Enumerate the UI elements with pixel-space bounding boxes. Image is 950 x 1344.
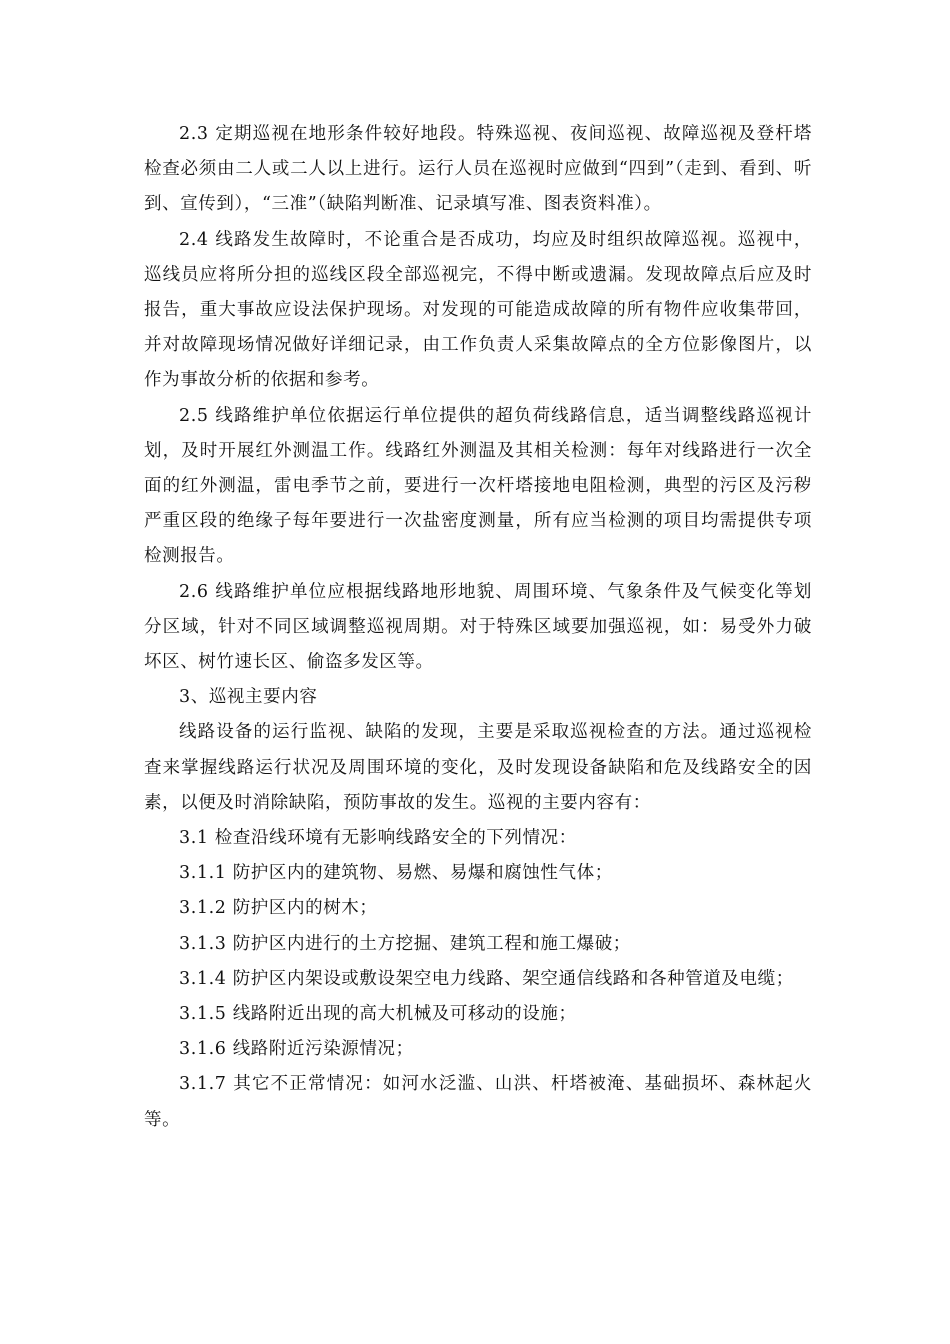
list-item-3-1-7: 3.1.7 其它不正常情况：如河水泛滥、山洪、杆塔被淹、基础损坏、森林起火等。 <box>144 1074 812 1130</box>
list-item-3-1-1: 3.1.1 防护区内的建筑物、易燃、易爆和腐蚀性气体； <box>179 863 613 884</box>
list-item-3-1-4: 3.1.4 防护区内架设或敷设架空电力线路、架空通信线路和各种管道及电缆； <box>179 968 794 989</box>
section-heading-3: 3、巡视主要内容 <box>179 687 318 708</box>
paragraph-2-6: 2.6 线路维护单位应根据线路地形地貌、周围环境、气象条件及气候变化等划分区域，针对不同区域调整巡视周期。对于特殊区域要加强巡视，如：易受外力破坏区、树竹速长区、偷盗多发区等。 <box>144 581 812 673</box>
paragraph-3-1: 3.1 检查沿线环境有无影响线路安全的下列情况： <box>179 828 577 849</box>
list-item-3-1-5: 3.1.5 线路附近出现的高大机械及可移动的设施； <box>179 1004 577 1025</box>
paragraph-2-4: 2.4 线路发生故障时，不论重合是否成功，均应及时组织故障巡视。巡视中，巡线员应将所分担的巡线区段全部巡视完，不得中断或遗漏。发现故障点后应及时报告，重大事故应设法保护现场。对发现的可能造成故障的所有物件应收集带回，并对故障现场情况做好详细记录，由工作负责人采集故障点的全方位影像图片，以作为事故分析的依据和参考。 <box>144 229 812 391</box>
paragraph-2-3: 2.3 定期巡视在地形条件较好地段。特殊巡视、夜间巡视、故障巡视及登杆塔检查必须由二人或二人以上进行。运行人员在巡视时应做到“四到”（走到、看到、听到、宣传到），“三准”（缺陷判断准、记录填写准、图表资料准）。 <box>144 124 812 215</box>
document-body <box>144 117 812 1138</box>
list-item-3-1-6: 3.1.6 线路附近污染源情况； <box>179 1039 414 1060</box>
paragraph-2-5: 2.5 线路维护单位依据运行单位提供的超负荷线路信息，适当调整线路巡视计划，及时开展红外测温工作。线路红外测温及其相关检测：每年对线路进行一次全面的红外测温，雷电季节之前，要进行一次杆塔接地电阻检测，典型的污区及污秽严重区段的绝缘子每年要进行一次盐密度测量，所有应当检测的项目均需提供专项检测报告。 <box>144 405 812 567</box>
list-item-3-1-2: 3.1.2 防护区内的树木； <box>179 898 378 919</box>
paragraph-3-intro: 线路设备的运行监视、缺陷的发现，主要是采取巡视检查的方法。通过巡视检查来掌握线路运行状况及周围环境的变化，及时发现设备缺陷和危及线路安全的因素，以便及时消除缺陷，预防事故的发生。巡视的主要内容有： <box>144 722 812 813</box>
list-item-3-1-3: 3.1.3 防护区内进行的土方挖掘、建筑工程和施工爆破； <box>179 933 631 954</box>
